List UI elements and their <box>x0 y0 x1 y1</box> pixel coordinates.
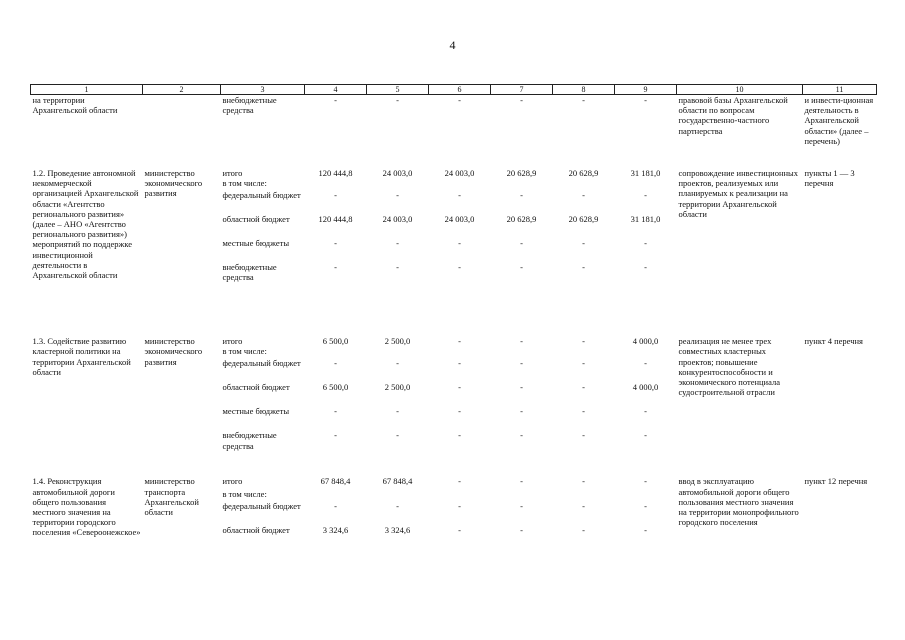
value-cell: - <box>520 190 523 201</box>
value-cell: - <box>520 382 523 393</box>
funding-source: в том числе: <box>222 178 267 189</box>
value-cell: - <box>334 238 337 249</box>
value-cell: - <box>644 525 647 536</box>
measure-title: 1.2. Проведение автономной некоммерческой организацией Архангельской области «Агентство регионального развития» (далее – АНО «Агентство регионального развития») мероприятий по поддержке инвестиционной деятельности в Архангельской области <box>32 168 139 281</box>
value-cell: 20 628,9 <box>568 168 599 179</box>
measure-title: на территории Архангельской области <box>32 95 118 116</box>
value-cell: 2 500,0 <box>384 336 411 347</box>
value-cell: - <box>582 95 585 105</box>
value-cell <box>305 489 367 501</box>
value-cell: - <box>520 430 523 441</box>
value-cell: 3 324,6 <box>384 525 411 536</box>
value-cell: - <box>520 525 523 536</box>
column-number-row <box>31 85 877 95</box>
reference: и инвести-ционная деятельность в Архангельской области» (далее – перечень) <box>804 95 874 146</box>
col-header: 8 <box>553 85 615 95</box>
value-cell <box>367 346 429 358</box>
value-cell: - <box>396 190 399 201</box>
reference: пункт 12 перечня <box>804 476 868 487</box>
section-row <box>31 336 877 346</box>
value-cell: - <box>644 430 647 441</box>
value-cell: - <box>644 476 647 487</box>
value-cell: 3 324,6 <box>322 525 349 536</box>
value-cell <box>305 178 367 190</box>
value-cell <box>429 346 491 358</box>
value-cell: 2 500,0 <box>384 382 411 393</box>
value-cell: 67 848,4 <box>382 476 413 487</box>
value-cell: - <box>644 95 647 105</box>
funding-source: в том числе: <box>222 346 267 357</box>
value-cell: 20 628,9 <box>506 214 537 225</box>
value-cell: - <box>396 358 399 369</box>
value-cell: - <box>644 190 647 201</box>
executor: министерство транспорта Архангельской области <box>144 476 199 518</box>
value-cell <box>367 489 429 501</box>
value-cell <box>491 178 553 190</box>
expected-result: ввод в эксплуатацию автомобильной дороги общего пользования местного значения на территории монопрофильного городского поселения <box>678 476 799 528</box>
expected-result: правовой базы Архангельской области по вопросам государственно-частного партнерства <box>678 95 788 136</box>
funding-source: внебюджетные средства <box>222 95 277 116</box>
funding-source: областной бюджет <box>222 214 290 225</box>
value-cell: - <box>582 406 585 417</box>
value-cell: - <box>582 525 585 536</box>
value-cell: - <box>458 95 461 105</box>
value-cell: - <box>582 476 585 487</box>
value-cell: 24 003,0 <box>382 214 413 225</box>
measure-title: 1.3. Содействие развитию кластерной политики на территории Архангельской области <box>32 336 131 377</box>
funding-source: областной бюджет <box>222 525 290 536</box>
value-cell: - <box>334 190 337 201</box>
value-cell: - <box>396 430 399 441</box>
value-cell: - <box>644 262 647 273</box>
funding-source: местные бюджеты <box>222 238 290 249</box>
funding-source: местные бюджеты <box>222 406 290 417</box>
value-cell: - <box>458 190 461 201</box>
value-cell: - <box>396 238 399 249</box>
value-cell <box>615 346 677 358</box>
value-cell: 120 444,8 <box>318 214 353 225</box>
funding-source: итого <box>222 476 243 487</box>
value-cell: 24 003,0 <box>382 168 413 179</box>
expected-result: сопровождение инвестиционных проектов, реализуемых или планируемых к реализации на территории Архангельской области <box>678 168 799 219</box>
value-cell <box>615 489 677 501</box>
value-cell <box>491 346 553 358</box>
reference: пункт 4 перечня <box>804 336 863 347</box>
funding-source: федеральный бюджет <box>222 190 301 201</box>
value-cell: - <box>582 190 585 201</box>
value-cell <box>305 346 367 358</box>
funding-source: внебюджетные средства <box>222 262 277 283</box>
value-cell <box>553 489 615 501</box>
value-cell: - <box>644 501 647 512</box>
funding-source: в том числе: <box>222 489 267 500</box>
value-cell: - <box>396 95 399 105</box>
value-cell: - <box>458 430 461 441</box>
value-cell: - <box>334 430 337 441</box>
value-cell: 67 848,4 <box>320 476 351 487</box>
col-header: 3 <box>221 85 305 95</box>
value-cell: - <box>334 501 337 512</box>
value-cell: - <box>644 238 647 249</box>
value-cell: - <box>520 406 523 417</box>
col-header: 9 <box>615 85 677 95</box>
value-cell <box>491 489 553 501</box>
value-cell: - <box>520 238 523 249</box>
value-cell: - <box>520 262 523 273</box>
funding-source: итого <box>222 336 243 347</box>
value-cell: - <box>582 430 585 441</box>
funding-source: внебюджетные средства <box>222 430 277 451</box>
value-cell: - <box>582 336 585 347</box>
value-cell: 31 181,0 <box>630 168 661 179</box>
value-cell: - <box>396 406 399 417</box>
value-cell: 20 628,9 <box>568 214 599 225</box>
value-cell: - <box>334 95 337 105</box>
value-cell: 6 500,0 <box>322 336 349 347</box>
funding-source: федеральный бюджет <box>222 358 301 369</box>
reference: пункты 1 — 3 перечня <box>804 168 855 189</box>
value-cell: - <box>644 406 647 417</box>
financing-table <box>30 84 877 538</box>
value-cell: - <box>582 238 585 249</box>
value-cell <box>553 346 615 358</box>
value-cell: 31 181,0 <box>630 214 661 225</box>
section-row <box>31 168 877 178</box>
value-cell: - <box>582 501 585 512</box>
col-header: 11 <box>803 85 877 95</box>
value-cell: - <box>396 501 399 512</box>
value-cell: - <box>458 262 461 273</box>
col-header: 2 <box>143 85 221 95</box>
measure-title: 1.4. Реконструкция автомобильной дороги общего пользования местного значения на территории городского поселения «Североонежское» <box>32 476 141 538</box>
value-cell <box>553 178 615 190</box>
value-cell: - <box>334 358 337 369</box>
value-cell: - <box>458 406 461 417</box>
value-cell: 24 003,0 <box>444 214 475 225</box>
value-cell: 24 003,0 <box>444 168 475 179</box>
executor: министерство экономического развития <box>144 168 203 199</box>
col-header: 10 <box>677 85 803 95</box>
value-cell: - <box>582 262 585 273</box>
value-cell: 6 500,0 <box>322 382 349 393</box>
value-cell: - <box>458 501 461 512</box>
value-cell <box>429 178 491 190</box>
value-cell <box>367 178 429 190</box>
col-header: 7 <box>491 85 553 95</box>
col-header: 6 <box>429 85 491 95</box>
value-cell: - <box>458 336 461 347</box>
value-cell <box>615 178 677 190</box>
value-cell: - <box>334 406 337 417</box>
value-cell: - <box>582 358 585 369</box>
value-cell: - <box>458 238 461 249</box>
value-cell: - <box>582 382 585 393</box>
value-cell: 4 000,0 <box>632 382 659 393</box>
col-header: 4 <box>305 85 367 95</box>
value-cell: - <box>458 476 461 487</box>
value-cell: - <box>520 95 523 105</box>
value-cell: - <box>458 358 461 369</box>
value-cell: - <box>520 336 523 347</box>
value-cell: - <box>644 358 647 369</box>
executor: министерство экономического развития <box>144 336 203 367</box>
col-header: 5 <box>367 85 429 95</box>
value-cell: - <box>334 262 337 273</box>
value-cell: - <box>520 501 523 512</box>
value-cell <box>429 489 491 501</box>
value-cell: 120 444,8 <box>318 168 353 179</box>
continuation-row <box>31 95 877 147</box>
executor <box>143 95 221 147</box>
value-cell: - <box>458 525 461 536</box>
page-number: 4 <box>449 38 456 52</box>
expected-result: реализация не менее трех совместных кластерных проектов; повышение конкурентоспособности и экономического потенциала судостроительной отрасли <box>678 336 780 398</box>
value-cell: 20 628,9 <box>506 168 537 179</box>
col-header: 1 <box>31 85 143 95</box>
section-row <box>31 476 877 489</box>
funding-source: итого <box>222 168 243 179</box>
value-cell: - <box>458 382 461 393</box>
funding-source: федеральный бюджет <box>222 501 301 512</box>
value-cell: - <box>396 262 399 273</box>
value-cell: - <box>520 358 523 369</box>
value-cell: - <box>520 476 523 487</box>
value-cell: 4 000,0 <box>632 336 659 347</box>
funding-source: областной бюджет <box>222 382 290 393</box>
